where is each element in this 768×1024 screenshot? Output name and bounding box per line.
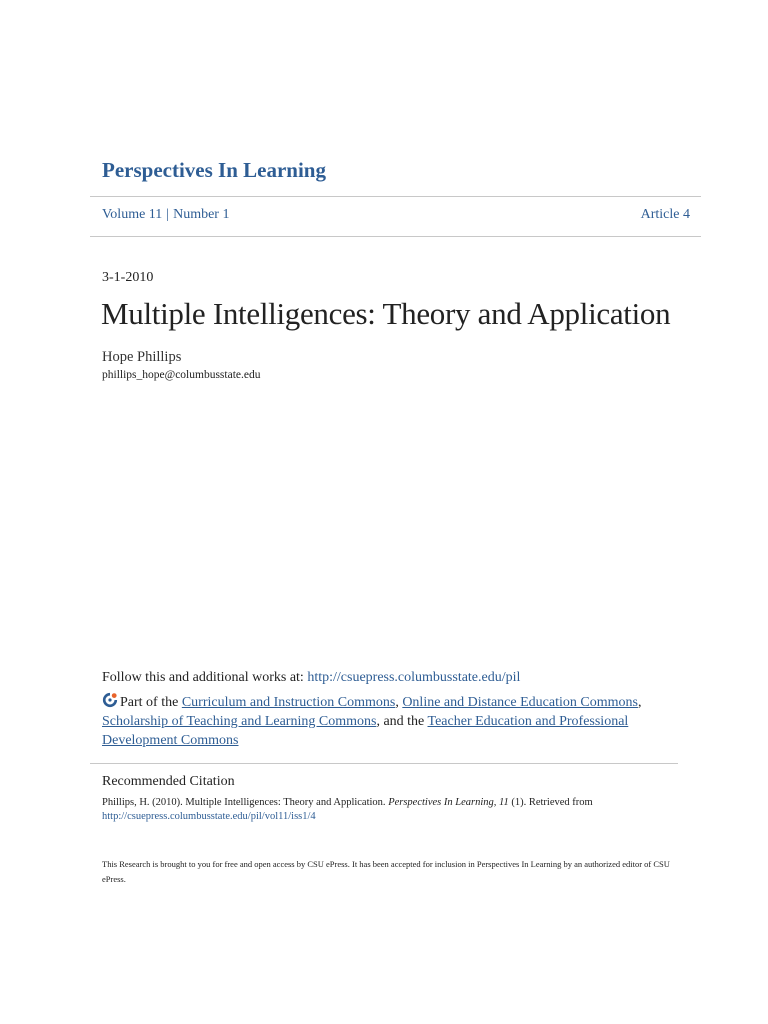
article-title: Multiple Intelligences: Theory and Application — [101, 296, 671, 331]
commons-link-online-distance[interactable]: Online and Distance Education Commons — [402, 695, 638, 710]
citation-text: Phillips, H. (2010). Multiple Intelligences: Theory and Application. — [102, 797, 389, 808]
issue-volume-number — [102, 207, 229, 223]
volume-link[interactable]: Volume 11 — [102, 207, 163, 222]
commons-link-scholarship[interactable]: Scholarship of Teaching and Learning Commons — [102, 714, 377, 729]
commons-separator: , — [395, 695, 403, 710]
open-access-note: This Research is brought to you for free and open access by CSU ePress. It has been accepted for inclusion in Perspectives In Learning by an authorized editor of CSU ePress. — [102, 859, 670, 884]
follow-url-link[interactable]: http://csuepress.columbusstate.edu/pil — [307, 670, 521, 685]
follow-line — [102, 670, 520, 686]
issue-info-bar — [102, 207, 690, 223]
commons-network-icon — [102, 692, 118, 708]
part-of-prefix: Part of the — [120, 695, 182, 710]
publication-date: 3-1-2010 — [102, 270, 154, 285]
header-bottom-rule — [90, 236, 701, 237]
commons-link-teacher-education[interactable]: Teacher Education and Professional Development Commons — [102, 714, 629, 748]
citation-heading: Recommended Citation — [102, 774, 235, 789]
journal-title[interactable]: Perspectives In Learning — [102, 158, 326, 182]
header-top-rule — [90, 196, 701, 197]
commons-and-the: , and the — [376, 714, 428, 729]
citation-block — [102, 796, 682, 824]
author-name: Hope Phillips — [102, 349, 182, 365]
citation-journal: Perspectives In Learning, 11 — [388, 797, 509, 808]
part-of-commons — [102, 692, 662, 750]
citation-text-after: (1). Retrieved from — [508, 797, 593, 808]
commons-link-curriculum[interactable]: Curriculum and Instruction Commons — [181, 695, 396, 710]
citation-rule — [90, 763, 678, 764]
author-email: phillips_hope@columbusstate.edu — [102, 369, 261, 381]
commons-separator: , — [637, 695, 642, 710]
number-link[interactable]: Number 1 — [173, 207, 230, 222]
issue-separator: | — [166, 207, 170, 222]
article-number-link[interactable]: Article 4 — [640, 207, 690, 222]
citation-url-link[interactable]: http://csuepress.columbusstate.edu/pil/vol11/iss1/4 — [102, 811, 316, 822]
follow-label: Follow this and additional works at: — [102, 670, 308, 685]
